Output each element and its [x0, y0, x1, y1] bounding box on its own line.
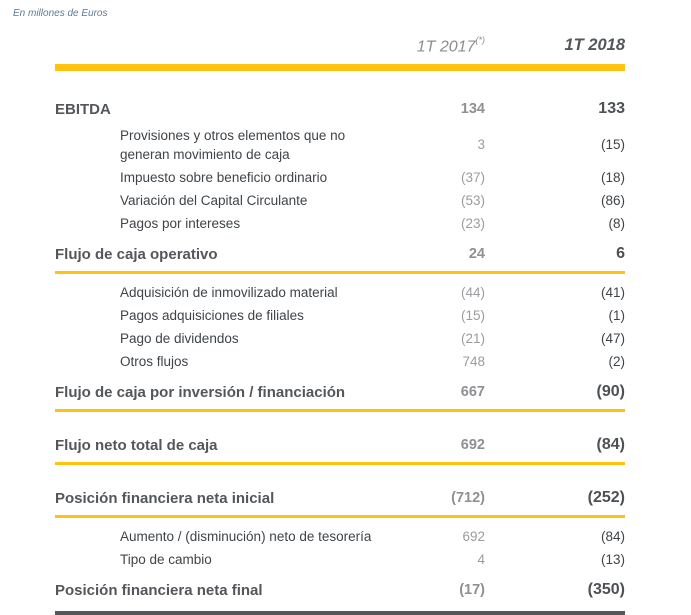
value-1t-2017: 3	[477, 137, 485, 153]
table-row	[55, 525, 625, 548]
value-1t-2017: 4	[477, 551, 485, 567]
units-label: En millones de Euros	[13, 8, 108, 19]
table-row	[55, 327, 625, 350]
row-label: Provisiones y otros elementos que no generan movimiento de caja	[120, 128, 346, 163]
value-1t-2018: (90)	[596, 383, 625, 401]
table-row	[55, 212, 625, 235]
table-row	[55, 281, 625, 304]
value-1t-2018: (47)	[600, 330, 625, 346]
value-1t-2018: (2)	[608, 353, 625, 369]
footnote-marker: (*)	[475, 35, 485, 45]
column-header-1t-2018: 1T 2018	[564, 35, 625, 54]
row-label: Pago de dividendos	[120, 331, 239, 347]
value-1t-2018: (350)	[587, 581, 625, 599]
row-label: Flujo de caja por inversión / financiación	[55, 383, 346, 401]
value-1t-2017: 134	[460, 101, 485, 118]
column-header-1t-2017	[390, 30, 485, 59]
section-rule-yellow	[55, 515, 625, 518]
row-label: Posición financiera neta final	[55, 581, 263, 599]
value-1t-2018: (18)	[600, 169, 625, 185]
row-label: EBITDA	[55, 100, 111, 118]
column-header-1t-2017-label: 1T 2017	[416, 38, 476, 56]
section-rule-yellow	[55, 462, 625, 465]
value-1t-2018: (252)	[587, 489, 625, 507]
value-1t-2017: (15)	[460, 307, 485, 323]
value-1t-2018: (8)	[608, 215, 625, 231]
value-1t-2018: 133	[598, 100, 625, 118]
value-1t-2017: (23)	[460, 215, 485, 231]
value-1t-2018: (41)	[600, 284, 625, 300]
table-row	[55, 304, 625, 327]
header-rule-yellow	[55, 64, 625, 71]
row-label: Flujo de caja operativo	[55, 245, 218, 263]
value-1t-2017: (53)	[460, 192, 485, 208]
value-1t-2017: (37)	[460, 169, 485, 185]
value-1t-2018: (13)	[600, 551, 625, 567]
table-row	[55, 380, 625, 404]
row-label: Tipo de cambio	[120, 552, 212, 568]
value-1t-2017: 692	[462, 528, 485, 544]
table-row	[55, 166, 625, 189]
table-row	[55, 189, 625, 212]
table-header-row	[55, 30, 625, 59]
table-row	[55, 97, 625, 121]
value-1t-2018: (15)	[600, 137, 625, 153]
row-label: Flujo neto total de caja	[55, 436, 218, 454]
row-label: Variación del Capital Circulante	[120, 193, 308, 209]
row-label: Aumento / (disminución) neto de tesorería	[120, 529, 372, 545]
value-1t-2017: 748	[462, 353, 485, 369]
bottom-rule-dark	[55, 611, 625, 615]
value-1t-2018: (86)	[600, 192, 625, 208]
value-1t-2017: 667	[460, 384, 485, 401]
value-1t-2017: 24	[468, 246, 485, 263]
section-rule-yellow	[55, 271, 625, 274]
value-1t-2017: (712)	[451, 490, 485, 507]
value-1t-2018: 6	[616, 245, 625, 263]
table-row	[55, 124, 625, 166]
table-row	[55, 350, 625, 373]
value-1t-2018: (1)	[608, 307, 625, 323]
row-label: Impuesto sobre beneficio ordinario	[120, 170, 328, 186]
section-rule-yellow	[55, 409, 625, 412]
value-1t-2018: (84)	[596, 436, 625, 454]
cashflow-table	[55, 26, 625, 615]
table-row	[55, 242, 625, 266]
row-label: Adquisición de inmovilizado material	[120, 285, 338, 301]
table-row	[55, 578, 625, 602]
value-1t-2017: (17)	[459, 582, 485, 599]
value-1t-2017: 692	[460, 437, 485, 454]
row-label: Otros flujos	[120, 354, 189, 370]
table-row	[55, 433, 625, 457]
table-body	[55, 97, 625, 602]
value-1t-2017: (21)	[460, 330, 485, 346]
row-label: Posición financiera neta inicial	[55, 489, 275, 507]
value-1t-2017: (44)	[460, 284, 485, 300]
row-label: Pagos adquisiciones de filiales	[120, 308, 304, 324]
value-1t-2018: (84)	[600, 528, 625, 544]
row-label: Pagos por intereses	[120, 216, 241, 232]
table-row	[55, 486, 625, 510]
table-row	[55, 548, 625, 571]
